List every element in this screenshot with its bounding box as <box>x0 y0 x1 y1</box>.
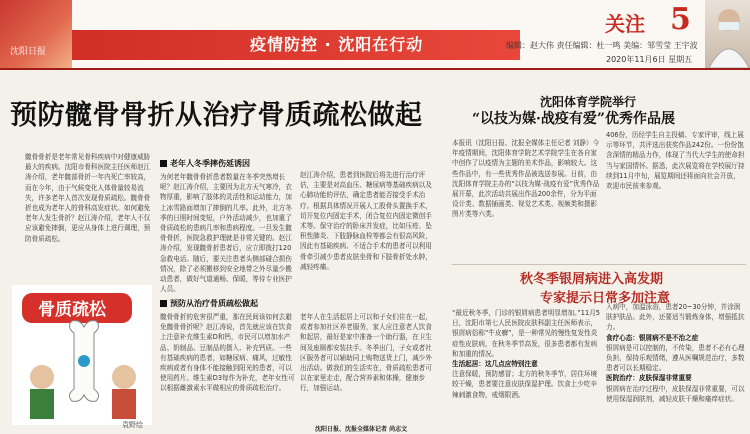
right-article-column-a: 本报讯（沈阳日报、沈报全媒体主任记者 刘静）今年疫情期间，沈阳体育学院艺术学院学生在各自家中创作了以疫情为主题的美术作品，影响较大。这些作品中，有一些优秀作品被选送参展。日前，由沈阳体育学院主办的“以技为媒·战疫有爱”优秀作品展开幕，此次活动共展出作品200余件，分为平面设计类、数据插画类、视觉艺术类、视频类和摄影图片类等六类。 <box>452 139 600 219</box>
doctor-photo <box>705 0 750 68</box>
column-logo-illustration <box>0 0 72 68</box>
editors-credit: 编辑：赵大伟 责任编辑：杜一鸣 美编：邹雪莹 王宇波 <box>506 41 698 50</box>
left-article-column-a: 为何老年髋骨骨折患者数量在冬季突然增长呢？赵江涛介绍，主要因为北方天气寒冷，衣物厚重，影响了肢体的灵活性和运动能力，加上冰雪路面增加了摔倒的几率。此外，北方冬季的日照时间变短，户外活动减少，也加重了骨质疏松的患病几率和患病程度。一旦发生髋骨骨折，医院急救护理就是非常关键的。赵江涛介绍，发现髋骨折患者后，应立即拨打120急救电话。随后，要关注患者头侧部碰合损伤情况，除了必须搬移到安全地带之外尽量少搬动患者，做好气道通畅、保暖，等待专业医护人员。 <box>160 173 292 294</box>
section-name: 关注 <box>605 12 645 36</box>
column-logo-text: 沈阳日报 <box>10 47 47 57</box>
right-article-headline: “以技为媒·战疫有爱”优秀作品展 <box>472 111 675 127</box>
doctor-silhouette-icon <box>705 0 750 68</box>
osteoporosis-cartoon <box>12 285 152 425</box>
psoriasis-subtitle: 专家提示日常多加注意 <box>540 291 671 306</box>
page-number: 5 <box>670 2 691 37</box>
left-article-byline: 沈阳日报、沈报全媒体记者 尚志文 <box>315 426 408 433</box>
banner-title: 疫情防控 · 沈阳在行动 <box>250 35 424 54</box>
bone-cartoon-icon <box>12 285 152 425</box>
left-article-column-b: 赵江涛介绍，患者到医院后将先进行治疗评估，主要是对高血压、糖尿病等基础疾病以及心肺功能的评估，确定患者能否接受手术治疗。根据具体情况开展人工股骨头置换手术，切开复位内固定手术，闭合复位内固定微创手术等。保守治疗的卧床并发症，比如压疮、坠积性肺炎、下肢静脉血栓等都会有很高风险，因此有基础疾病、不适合手术的患者可以利用骨牵引减少患者皮肤坐骨和下肢骨折处水肿，减轻疼痛。 <box>300 171 432 271</box>
psoriasis-column-b <box>606 302 746 428</box>
psoriasis-subhead-lifestyle: 生活起居：这几点应特别注意 <box>452 360 538 369</box>
psoriasis-headline: 秋冬季银屑病进入高发期 <box>520 272 664 287</box>
left-article-column-d: 老年人在生活起居上可以和子女们住在一起，或者参加社区养老服务，家人应注意老人饮食和起居，最好是家中准备一个助行器，在卫生间及座厕都安装扶手。冬季出门，子女或者社区服务者可以辅助同上购物送货上门，减少外出活动。做我们的生活实在，骨质疏松患者可以在家里走走，配合营养素和体操，健康步行，加强运动。 <box>300 313 432 393</box>
psoriasis-subhead-mindset: 食疗心态：银屑病不是不治之症 <box>606 333 699 342</box>
psoriasis-col-b-tail: 银屑病是可以控制的，不传染，患者不必有心理负担，保持乐观情绪，遵从医嘱规范治疗，多数患者可以长期稳定。 <box>606 343 745 373</box>
cartoon-label: 骨质疏松 <box>38 300 106 320</box>
left-subhead-2: 预防从治疗骨质疏松做起 <box>160 298 258 309</box>
left-subhead-1: 老年人冬季摔伤延诱因 <box>160 158 250 169</box>
psoriasis-col-b-tail2: 银屑病在治疗过程中，皮肤保湿非常重要，可以使用保湿润肤剂，减轻皮肤干燥和瘙痒症状。 <box>606 384 745 403</box>
right-article-kicker: 沈阳体育学院举行 <box>540 95 637 109</box>
psoriasis-col-a-text: “最近秋冬季，门诊的银屑病患者明显增加。”11月5日，沈阳市第七人民医院皮肤科副主任医师表示，银屑病俗称“牛皮癣”，是一种常见的慢性复发性炎症性皮肤病，在秋冬季节高发，很多患者都有发病和加重的情况。 <box>452 309 600 358</box>
left-article-intro: 髋骨骨折是老年常见骨科疾病中对健康威胁最大的疾病。沈阳市骨科医院主任医师赵江涛介绍，老年髋部骨折一年内死亡率较高，而在今年，由于气候变化人体骨量较易流失，许多老年人首次发现骨质疏松。髋骨骨折也成为老年人的骨科高发症状。如何避免老年人发生骨折？赵江涛介绍，老年人不仅应该避免摔倒，更应从身体上进行调理，预防骨质疏松。 <box>25 153 151 243</box>
psoriasis-col-b-text: 入病中，加温泳浴，患者20~30分钟，并涂润肤护肤品。此外，还要适当锻炼身体，增强抵抗力。 <box>606 303 745 332</box>
article-divider <box>452 264 746 265</box>
psoriasis-column-a <box>452 308 600 432</box>
psoriasis-col-a-tail: 注意保暖，预防感冒；北方的秋冬季节，居住环境较干燥，患者要注意皮肤保湿护理。饮食上少吃辛辣刺激食物，戒烟限酒。 <box>452 370 598 399</box>
left-article-headline: 预防髋骨骨折从治疗骨质疏松做起 <box>10 100 423 131</box>
header-rule <box>0 68 750 70</box>
cartoon-credit: 袁野绘 <box>122 421 143 429</box>
left-article-column-c: 髋骨骨折的危害很严重，那在民间该如何去避免髋骨骨折呢？赵江涛说，首先就应该在饮食上注意补充维生素D和钙，市民可以增加水产品、奶制品、豆制品的摄入、补充钙质。一些有基础疾病的患者，如糖尿病、痛风，过敏性疾病或者有身体不能接触到阳光的患者，可以使用药片。维生素D3每作为补充，老年女性可以根据雌激素水平做相应的骨质疏松治疗。 <box>160 313 295 393</box>
issue-date: 2020年11月6日 星期五 <box>606 55 693 64</box>
psoriasis-subhead-treatment: 医院治疗：皮肤保湿非常重要 <box>606 374 692 383</box>
right-article-column-b: 406份，历经学生自主投稿、专家评审，线上展示等环节，共评选出获奖作品242份。一份份饱含深情的精品力作，体现了当代大学生的使命担当与家国情怀。据悉，此次展览将在学校展厅持续到11月中旬，展览期间还将面向社会开放，欢迎市民前来参观。 <box>606 131 745 191</box>
